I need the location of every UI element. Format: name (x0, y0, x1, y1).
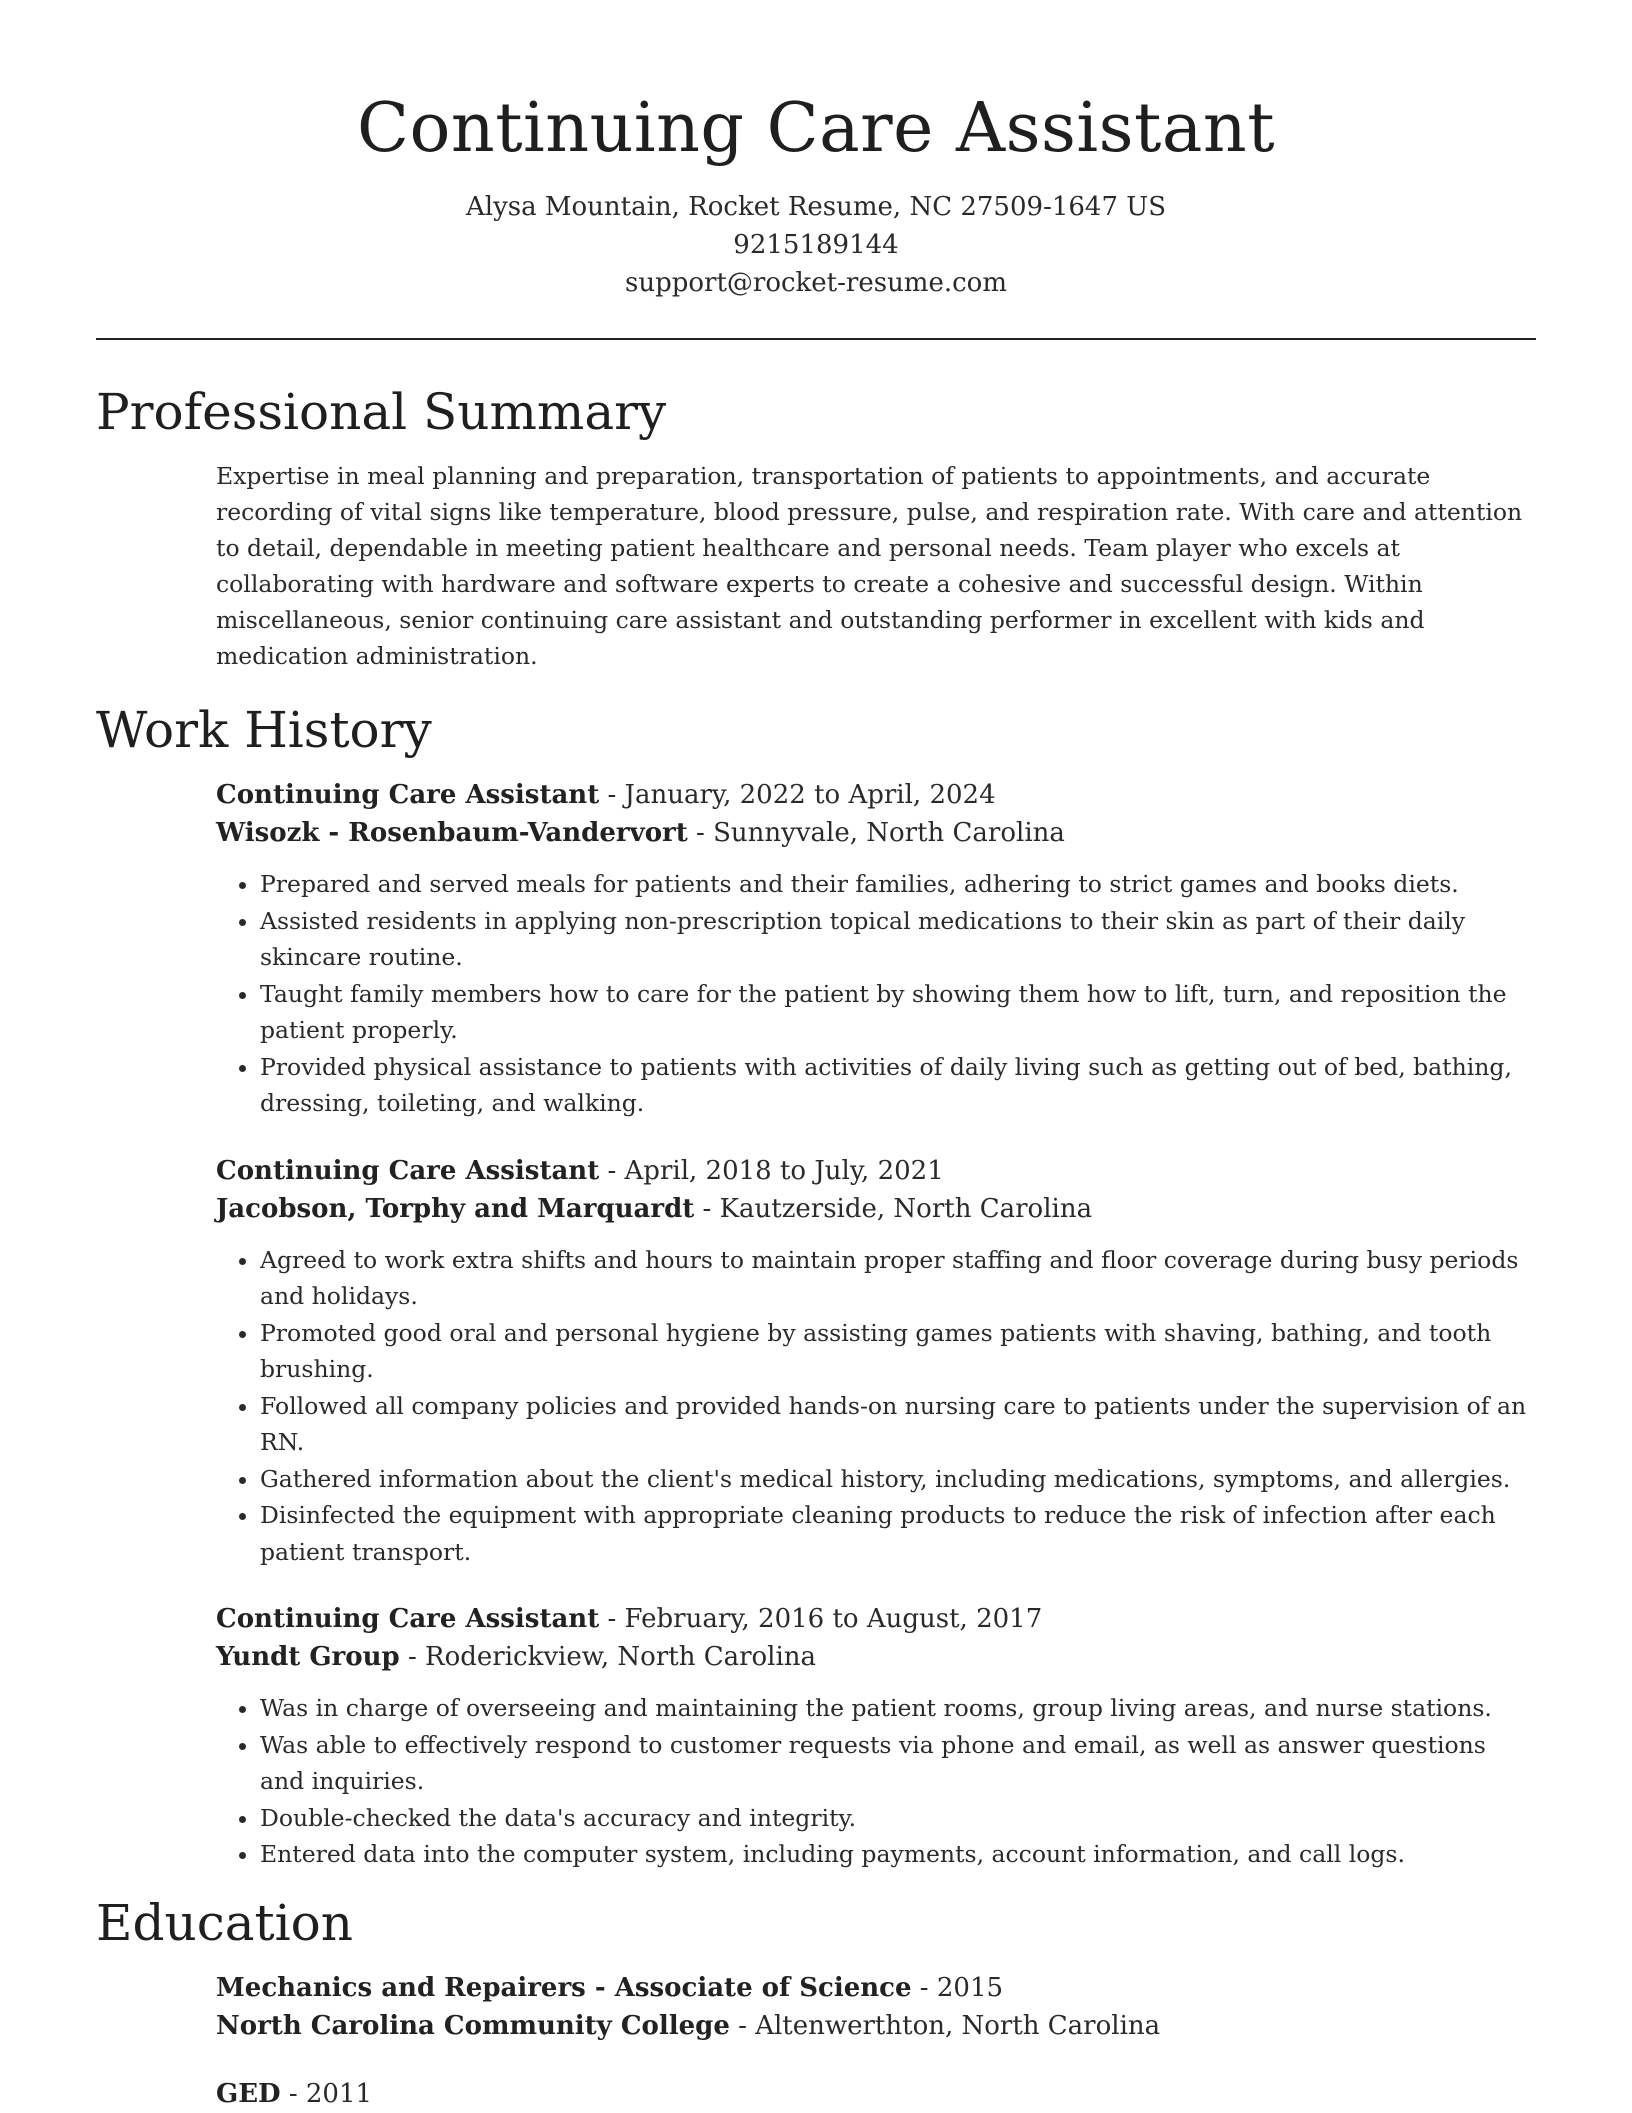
job-bullet: • Was in charge of overseeing and maintaining the patient rooms, group living areas, and nurse stations. (260, 1690, 1536, 1727)
job-bullet: • Was able to effectively respond to customer requests via phone and email, as well as answer questions and inquiries. (260, 1727, 1536, 1800)
resume-page (96, 0, 1536, 2113)
education-degree-line (216, 2075, 1536, 2113)
job-title-line (216, 1152, 1536, 1190)
job-entry (216, 1152, 1536, 1571)
section-title-education: Education (96, 1893, 353, 1952)
job-bullet: • Gathered information about the client's medical history, including medications, symptoms, and allergies. (260, 1461, 1536, 1498)
job-company: Yundt Group (216, 1642, 400, 1672)
education-degree: Mechanics and Repairers - Associate of Science (216, 1972, 912, 2003)
job-dates: - January, 2022 to April, 2024 (599, 780, 996, 810)
job-company-line (216, 1190, 1536, 1228)
section-title-work-history: Work History (96, 701, 432, 759)
job-role: Continuing Care Assistant (216, 780, 600, 810)
job-title-line (216, 776, 1536, 814)
job-company-line (216, 814, 1536, 852)
job-entry (216, 1600, 1536, 1873)
header-divider (96, 338, 1536, 340)
section-title-summary: Professional Summary (96, 383, 667, 441)
job-bullet: • Followed all company policies and provided hands-on nursing care to patients under the supervision of an RN. (260, 1388, 1536, 1461)
education-year: - 2015 (911, 1972, 1004, 2003)
job-location: - Sunnyvale, North Carolina (687, 818, 1065, 848)
job-location: - Roderickview, North Carolina (399, 1642, 817, 1672)
job-role: Continuing Care Assistant (216, 1155, 600, 1186)
education-location: - Altenwerthton, North Carolina (729, 2010, 1161, 2041)
job-dates: - February, 2016 to August, 2017 (599, 1604, 1043, 1634)
education-entry (216, 1969, 1536, 2045)
job-bullet: • Taught family members how to care for the patient by showing them how to lift, turn, and reposition the patient properly. (260, 976, 1536, 1049)
job-bullet: • Entered data into the computer system, including payments, account information, and call logs. (260, 1836, 1536, 1873)
resume-header (96, 0, 1536, 302)
job-bullet: • Disinfected the equipment with appropriate cleaning products to reduce the risk of infection after each patient transport. (260, 1497, 1536, 1570)
job-bullet: • Assisted residents in applying non-prescription topical medications to their skin as part of their daily skincare routine. (260, 903, 1536, 976)
education-degree: GED (216, 2078, 281, 2109)
job-company: Jacobson, Torphy and Marquardt (216, 1193, 695, 1224)
job-entry (216, 776, 1536, 1122)
job-company: Wisozk - Rosenbaum-Vandervort (216, 818, 688, 848)
education-school-line (216, 2007, 1536, 2045)
job-bullet: • Provided physical assistance to patients with activities of daily living such as getting out of bed, bathing, dressing, toileting, and walking. (260, 1049, 1536, 1122)
education-school: North Carolina Community College (216, 2010, 730, 2041)
job-title-line (216, 1600, 1536, 1638)
job-bullet: • Double-checked the data's accuracy and integrity. (260, 1800, 1536, 1837)
education-year: - 2011 (280, 2078, 373, 2109)
job-bullets (216, 866, 1536, 1122)
job-bullet: • Promoted good oral and personal hygiene by assisting games patients with shaving, bathing, and tooth brushing. (260, 1315, 1536, 1388)
job-bullet: • Prepared and served meals for patients and their families, adhering to strict games and books diets. (260, 866, 1536, 903)
job-bullets (216, 1690, 1536, 1873)
resume-name: Continuing Care Assistant (356, 89, 1276, 168)
summary-text: Expertise in meal planning and preparation, transportation of patients to appointments, and accurate recording of vital signs like temperature, blood pressure, pulse, and respiration rate. With care and attention to detail, dependable in meeting patient healthcare and personal needs. Team player who excels at collaborating with hardware and software experts to create a cohesive and successful design. Within miscellaneous, senior continuing care assistant and outstanding performer in excellent with kids and medication administration. (216, 462, 1523, 670)
contact-block (96, 188, 1536, 302)
education-degree-line (216, 1969, 1536, 2007)
job-dates: - April, 2018 to July, 2021 (599, 1155, 944, 1186)
education-entry (216, 2075, 1536, 2113)
contact-phone: 9215189144 (733, 230, 899, 260)
job-bullets (216, 1242, 1536, 1571)
job-role: Continuing Care Assistant (216, 1604, 600, 1634)
job-bullet: • Agreed to work extra shifts and hours to maintain proper staffing and floor coverage during busy periods and holidays. (260, 1242, 1536, 1315)
job-company-line (216, 1638, 1536, 1676)
contact-address: Alysa Mountain, Rocket Resume, NC 27509-1647 US (465, 192, 1167, 222)
job-location: - Kautzerside, North Carolina (694, 1193, 1093, 1224)
contact-email: support@rocket-resume.com (624, 268, 1007, 298)
